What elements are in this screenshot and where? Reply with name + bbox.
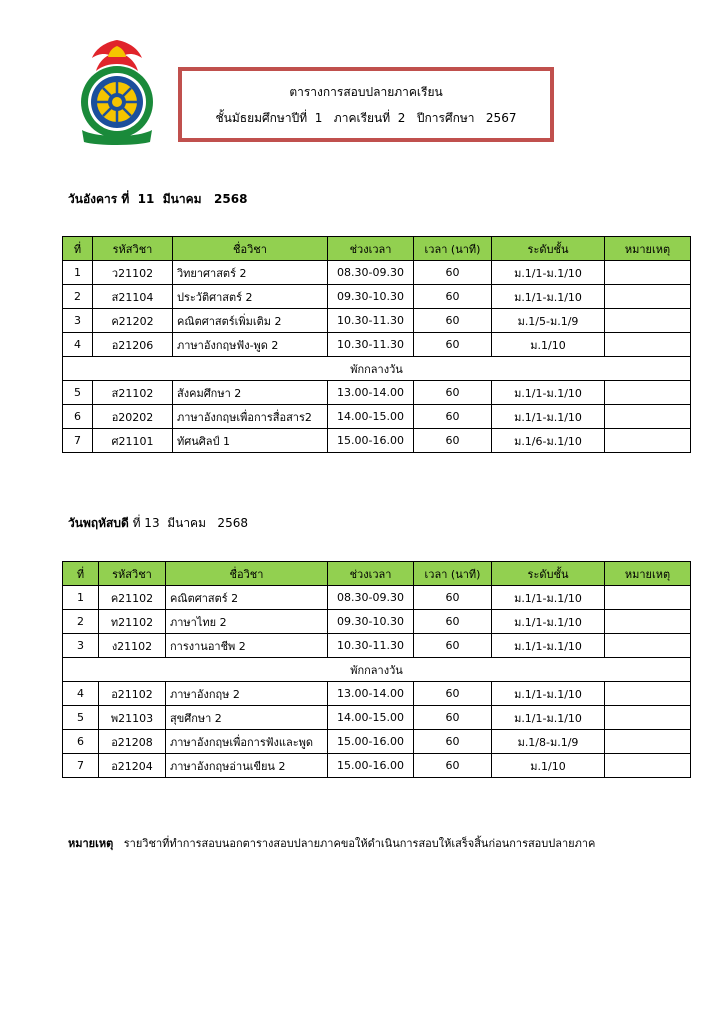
row-no: 5 bbox=[63, 706, 99, 730]
row-subject: ภาษาอังกฤษเพื่อการฟังและพูด bbox=[166, 730, 328, 754]
row-code: ง21102 bbox=[99, 634, 166, 658]
row-time: 10.30-11.30 bbox=[328, 333, 414, 357]
row-level: ม.1/6-ม.1/10 bbox=[492, 429, 605, 453]
row-no: 1 bbox=[63, 586, 99, 610]
row-time: 10.30-11.30 bbox=[328, 634, 414, 658]
row-time: 15.00-16.00 bbox=[328, 730, 414, 754]
column-header-code: รหัสวิชา bbox=[93, 237, 173, 261]
lunch-break-label: พักกลางวัน bbox=[63, 658, 691, 682]
row-no: 3 bbox=[63, 309, 93, 333]
row-minutes: 60 bbox=[414, 730, 492, 754]
row-no: 6 bbox=[63, 405, 93, 429]
column-header-no: ที่ bbox=[63, 562, 99, 586]
row-code: ส21102 bbox=[93, 381, 173, 405]
row-level: ม.1/1-ม.1/10 bbox=[492, 706, 605, 730]
row-minutes: 60 bbox=[414, 682, 492, 706]
column-header-subject: ชื่อวิชา bbox=[173, 237, 328, 261]
table-row bbox=[63, 405, 691, 429]
row-subject: ภาษาอังกฤษ 2 bbox=[166, 682, 328, 706]
table-row bbox=[63, 682, 691, 706]
row-time: 08.30-09.30 bbox=[328, 586, 414, 610]
lunch-break-row bbox=[63, 658, 691, 682]
day1-exam-table bbox=[62, 236, 691, 453]
row-time: 15.00-16.00 bbox=[328, 429, 414, 453]
row-code: ส21104 bbox=[93, 285, 173, 309]
row-time: 09.30-10.30 bbox=[328, 285, 414, 309]
row-subject: ภาษาอังกฤษฟัง-พูด 2 bbox=[173, 333, 328, 357]
column-header-minutes: เวลา (นาที) bbox=[414, 237, 492, 261]
row-subject: การงานอาชีพ 2 bbox=[166, 634, 328, 658]
lunch-break-row bbox=[63, 357, 691, 381]
row-time: 14.00-15.00 bbox=[328, 706, 414, 730]
table-row bbox=[63, 261, 691, 285]
school-emblem-icon bbox=[76, 36, 158, 146]
day2-heading bbox=[68, 514, 248, 533]
column-header-no: ที่ bbox=[63, 237, 93, 261]
row-code: อ21208 bbox=[99, 730, 166, 754]
column-header-subject: ชื่อวิชา bbox=[166, 562, 328, 586]
row-no: 5 bbox=[63, 381, 93, 405]
row-minutes: 60 bbox=[414, 333, 492, 357]
row-note bbox=[605, 610, 691, 634]
row-level: ม.1/1-ม.1/10 bbox=[492, 285, 605, 309]
row-subject: สังคมศึกษา 2 bbox=[173, 381, 328, 405]
row-level: ม.1/1-ม.1/10 bbox=[492, 381, 605, 405]
row-no: 2 bbox=[63, 610, 99, 634]
row-time: 09.30-10.30 bbox=[328, 610, 414, 634]
row-note bbox=[605, 682, 691, 706]
row-code: อ21204 bbox=[99, 754, 166, 778]
row-level: ม.1/8-ม.1/9 bbox=[492, 730, 605, 754]
row-note bbox=[605, 754, 691, 778]
row-level: ม.1/10 bbox=[492, 333, 605, 357]
table-row bbox=[63, 754, 691, 778]
table-row bbox=[63, 730, 691, 754]
footer-note bbox=[68, 834, 595, 852]
column-header-code: รหัสวิชา bbox=[99, 562, 166, 586]
row-minutes: 60 bbox=[414, 405, 492, 429]
row-time: 13.00-14.00 bbox=[328, 381, 414, 405]
row-no: 3 bbox=[63, 634, 99, 658]
day2-date: ที่ 13 มีนาคม 2568 bbox=[128, 516, 248, 530]
row-no: 4 bbox=[63, 682, 99, 706]
row-subject: สุขศึกษา 2 bbox=[166, 706, 328, 730]
row-no: 6 bbox=[63, 730, 99, 754]
row-minutes: 60 bbox=[414, 429, 492, 453]
row-no: 2 bbox=[63, 285, 93, 309]
row-no: 4 bbox=[63, 333, 93, 357]
row-time: 13.00-14.00 bbox=[328, 682, 414, 706]
row-note bbox=[605, 261, 691, 285]
row-note bbox=[605, 634, 691, 658]
table-row bbox=[63, 381, 691, 405]
row-minutes: 60 bbox=[414, 634, 492, 658]
row-level: ม.1/5-ม.1/9 bbox=[492, 309, 605, 333]
table-row bbox=[63, 586, 691, 610]
title-box bbox=[178, 67, 554, 142]
table-row bbox=[63, 309, 691, 333]
column-header-note: หมายเหตุ bbox=[605, 237, 691, 261]
row-code: ค21102 bbox=[99, 586, 166, 610]
column-header-time: ช่วงเวลา bbox=[328, 237, 414, 261]
row-subject: ประวัติศาสตร์ 2 bbox=[173, 285, 328, 309]
column-header-minutes: เวลา (นาที) bbox=[414, 562, 492, 586]
row-subject: คณิตศาสตร์เพิ่มเติม 2 bbox=[173, 309, 328, 333]
row-subject: ภาษาอังกฤษอ่านเขียน 2 bbox=[166, 754, 328, 778]
row-minutes: 60 bbox=[414, 610, 492, 634]
column-header-time: ช่วงเวลา bbox=[328, 562, 414, 586]
row-minutes: 60 bbox=[414, 285, 492, 309]
row-code: อ21102 bbox=[99, 682, 166, 706]
row-minutes: 60 bbox=[414, 261, 492, 285]
row-level: ม.1/1-ม.1/10 bbox=[492, 405, 605, 429]
row-note bbox=[605, 381, 691, 405]
row-level: ม.1/1-ม.1/10 bbox=[492, 634, 605, 658]
row-level: ม.1/10 bbox=[492, 754, 605, 778]
row-minutes: 60 bbox=[414, 706, 492, 730]
row-code: อ21206 bbox=[93, 333, 173, 357]
day2-label: วันพฤหัสบดี bbox=[68, 516, 129, 530]
row-code: ศ21101 bbox=[93, 429, 173, 453]
row-note bbox=[605, 706, 691, 730]
row-minutes: 60 bbox=[414, 309, 492, 333]
column-header-note: หมายเหตุ bbox=[605, 562, 691, 586]
row-note bbox=[605, 429, 691, 453]
row-minutes: 60 bbox=[414, 754, 492, 778]
lunch-break-label: พักกลางวัน bbox=[63, 357, 691, 381]
row-code: ว21102 bbox=[93, 261, 173, 285]
row-note bbox=[605, 309, 691, 333]
table-header-row bbox=[63, 237, 691, 261]
footer-note-text: รายวิชาที่ทำการสอบนอกตารางสอบปลายภาคขอให้ดำเนินการสอบให้เสร็จสิ้นก่อนการสอบปลายภาค bbox=[113, 837, 596, 850]
table-row bbox=[63, 634, 691, 658]
row-note bbox=[605, 586, 691, 610]
table-row bbox=[63, 333, 691, 357]
row-level: ม.1/1-ม.1/10 bbox=[492, 261, 605, 285]
row-subject: ทัศนศิลป์ 1 bbox=[173, 429, 328, 453]
page-title: ตารางการสอบปลายภาคเรียน bbox=[289, 84, 443, 99]
page-subtitle: ชั้นมัธยมศึกษาปีที่ 1 ภาคเรียนที่ 2 ปีการศึกษา 2567 bbox=[215, 110, 517, 125]
table-row bbox=[63, 429, 691, 453]
day2-exam-table bbox=[62, 561, 691, 778]
row-note bbox=[605, 730, 691, 754]
row-time: 15.00-16.00 bbox=[328, 754, 414, 778]
day1-heading bbox=[68, 190, 247, 209]
row-no: 1 bbox=[63, 261, 93, 285]
row-time: 08.30-09.30 bbox=[328, 261, 414, 285]
row-note bbox=[605, 405, 691, 429]
day1-date: ที่ 11 มีนาคม 2568 bbox=[117, 192, 248, 206]
table-row bbox=[63, 706, 691, 730]
table-row bbox=[63, 285, 691, 309]
row-minutes: 60 bbox=[414, 586, 492, 610]
row-subject: ภาษาไทย 2 bbox=[166, 610, 328, 634]
row-note bbox=[605, 333, 691, 357]
column-header-level: ระดับชั้น bbox=[492, 237, 605, 261]
row-level: ม.1/1-ม.1/10 bbox=[492, 610, 605, 634]
row-level: ม.1/1-ม.1/10 bbox=[492, 682, 605, 706]
row-code: ค21202 bbox=[93, 309, 173, 333]
day1-label: วันอังคาร bbox=[68, 192, 118, 206]
row-no: 7 bbox=[63, 429, 93, 453]
row-time: 14.00-15.00 bbox=[328, 405, 414, 429]
row-level: ม.1/1-ม.1/10 bbox=[492, 586, 605, 610]
row-time: 10.30-11.30 bbox=[328, 309, 414, 333]
table-header-row bbox=[63, 562, 691, 586]
footer-note-label: หมายเหตุ bbox=[68, 837, 114, 850]
row-subject: วิทยาศาสตร์ 2 bbox=[173, 261, 328, 285]
row-no: 7 bbox=[63, 754, 99, 778]
row-code: อ20202 bbox=[93, 405, 173, 429]
column-header-level: ระดับชั้น bbox=[492, 562, 605, 586]
row-code: พ21103 bbox=[99, 706, 166, 730]
row-code: ท21102 bbox=[99, 610, 166, 634]
row-note bbox=[605, 285, 691, 309]
table-row bbox=[63, 610, 691, 634]
row-subject: ภาษาอังกฤษเพื่อการสื่อสาร2 bbox=[173, 405, 328, 429]
row-minutes: 60 bbox=[414, 381, 492, 405]
row-subject: คณิตศาสตร์ 2 bbox=[166, 586, 328, 610]
